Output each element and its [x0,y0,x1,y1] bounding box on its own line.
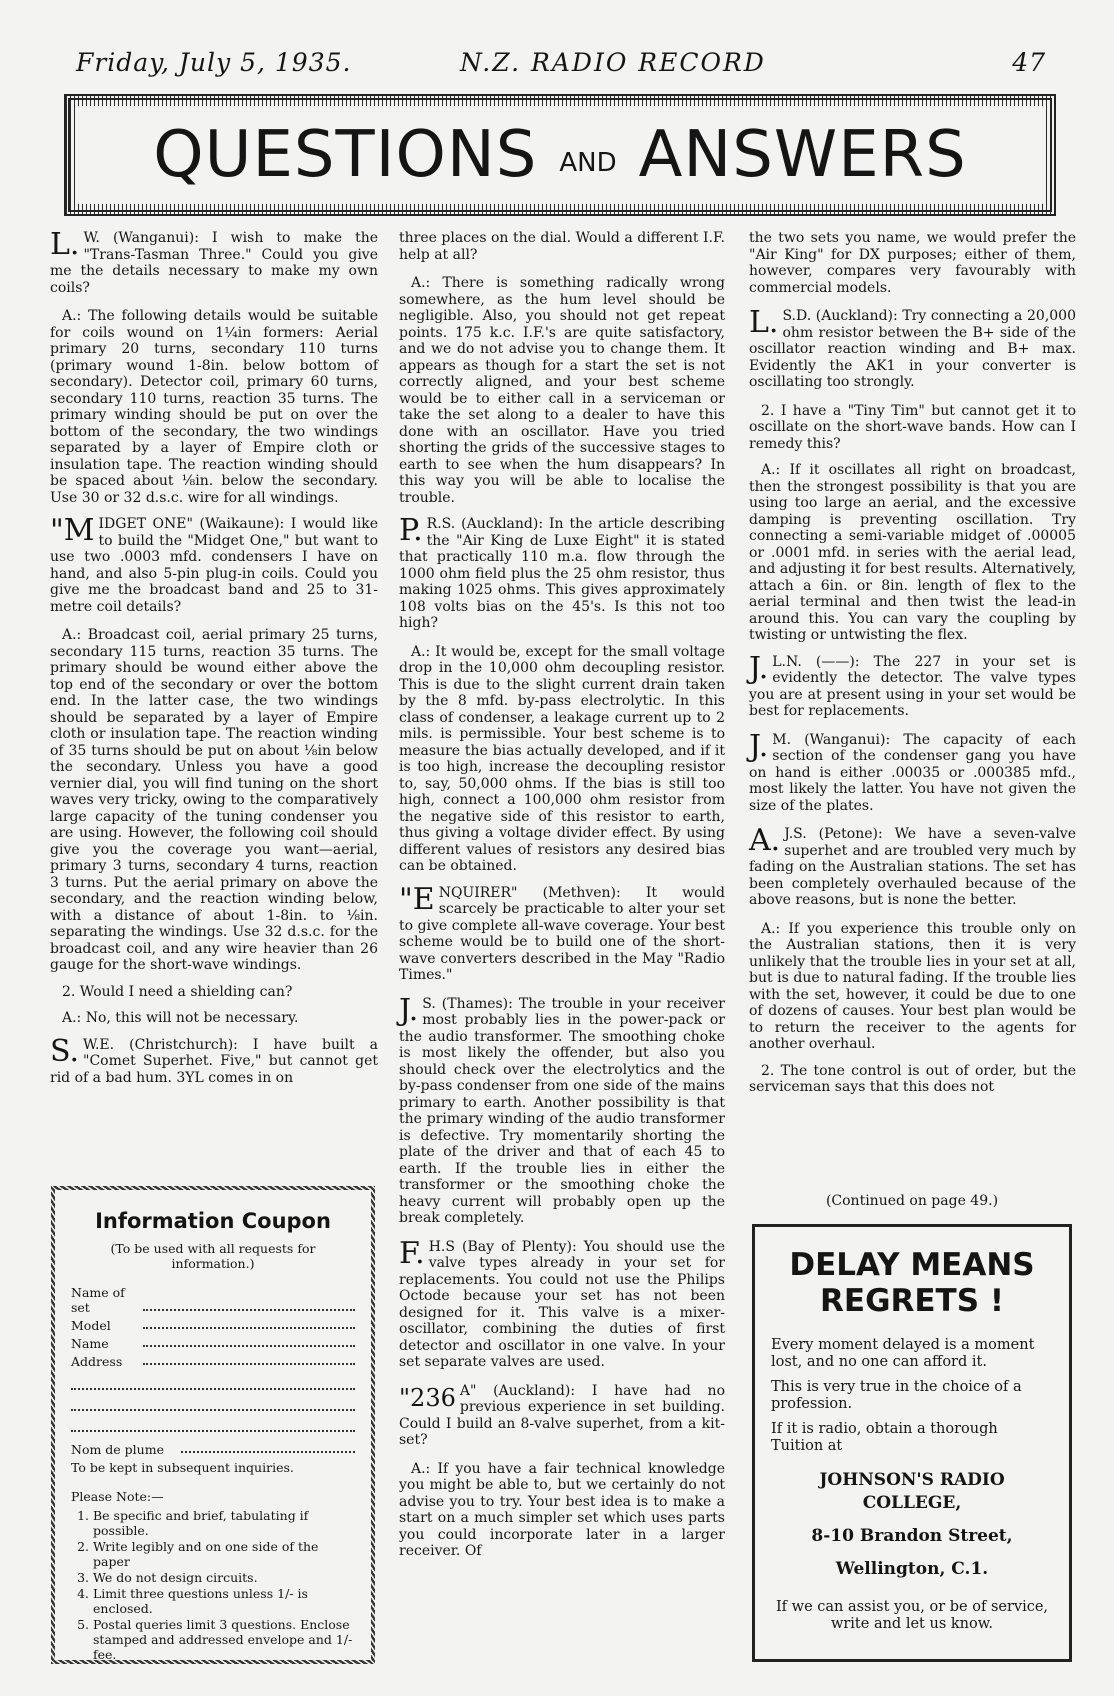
query-lw: L. W. (Wanganui): I wish to make the "Trans-Tasman Three." Could you give me the details necessary to make my own coils? [50,227,378,296]
ad-paragraph: If it is radio, obtain a thorough Tuition at [771,1421,998,1454]
answer-ajs: A.: If you experience this trouble only on the Australian stations, then it is very unlikely that the trouble lies in your set at all, but is due to natural fading. If the trouble lies with the set, however, it could be due to one of dozens of causes. Your best plan would be to return the receiver to the agents for another overhaul. [749,920,1076,1052]
issue-date: Friday, July 5, 1935. [76,48,352,77]
query-swe-cont: three places on the dial. Would a different I.F. help at all? [399,230,725,263]
column-1 [50,227,378,1098]
coupon-note-item: 1. Be specific and brief, tabulating if possible. [93,1508,355,1538]
query-js: J. S. (Thames): The trouble in your receiver most probably lies in the power-pack or the audio transformer. The smoothing choke is most likely the offender, but also you should check over the electrolytics and the by-pass condenser from one side of the mains primary to earth. Another possibility is that the primary winding of the audio transformer is defective. Try momentarily shorting the plate of the driver and that of each 45 to earth. If the trouble lies in either the transformer or the smoothing choke the heavy current will probably open up the break completely. [399,992,725,1226]
field-blank-line [71,1414,355,1432]
answer-lw: A.: The following details would be suitable for coils wound on 1¼in formers: Aerial primary 20 turns, secondary 110 turns (primary wound 1-8in. below bottom of secondary). Detector coil, primary 60 turns, secondary 110 turns, reaction 35 turns. The primary winding should be put on over the bottom of the secondary, the two windings separated by a layer of Empire cloth or insulation tape. The reaction winding should be spaced about ⅛in. below the secondary. Use 30 or 32 d.s.c. wire for all windings. [50,308,378,506]
question-ajs-2: 2. The tone control is out of order, but the serviceman says that this does not [749,1062,1076,1095]
field-name: Name [71,1336,355,1351]
coupon-note: (To be used with all requests for information.) [110,1241,316,1271]
answer-236a: A.: If you have a fair technical knowledge you might be able to, but we certainly do not advise you to try. Your best idea is to make a start on a much simpler set which uses parts you could incorporate later in a larger receiver. Of [399,1460,725,1559]
question-lsd-2: 2. I have a "Tiny Tim" but cannot get it to oscillate on the short-wave bands. How can I remedy this? [749,402,1076,452]
field-name-of-set: Name of set [71,1285,355,1315]
banner-questions: QUESTIONS [153,118,538,192]
publication-title: N.Z. RADIO RECORD [460,48,766,77]
answer-midget-2: A.: No, this will not be necessary. [62,1010,299,1026]
coupon-note-item: 2. Write legibly and on one side of the paper [93,1539,355,1569]
section-banner [64,94,1056,216]
query-lsd: L. S.D. (Auckland): Try connecting a 20,000 ohm resistor between the B+ side of the oscillator reaction winding and B+ max. Evidently the AK1 in your converter is oscillating too strongly. [749,305,1076,390]
query-prs: P. R.S. (Auckland): In the article describing the "Air King de Luxe Eight" it is stated that practically 110 m.a. flow through the 1000 ohm field plus the 25 ohm resistor, thus making 1025 ohms. This gives approximately 108 volts bias on the 45's. Is this not too high? [399,513,725,631]
query-swe: S. W.E. (Christchurch): I have built a "Comet Superhet. Five," but cannot get rid of a bad hum. 3YL comes in on [50,1033,378,1086]
ad-closing: If we can assist you, or be of service, write and let us know. [775,1599,1049,1632]
coupon-note-item: 3. We do not design circuits. [93,1570,355,1585]
field-nom-de-plume: Nom de plume [71,1442,355,1457]
answer-lsd-2: A.: If it oscillates all right on broadcast, then the strongest possibility is that you are using too large an aerial, and the excessive damping is preventing oscillation. Try connecting a semi-variable midget of .00005 or .0001 mfd. in series with the aerial lead, and adjusting it for best results. Alternatively, attach a 6in. or 8in. length of flex to the aerial terminal and then twist the lead-in around this. You can vary the coupling by twisting or untwisting the flex. [749,462,1076,643]
answer-swe: A.: There is something radically wrong somewhere, as the hum level should be negligible. Also, you should not get repeat points. 175 k.c. I.F.'s are quite satisfactory, and we do not advise you to change them. It appears as though for a start the set is not correctly aligned, and your best scheme would be to either call in a serviceman or take the set along to a dealer to have this done with an oscillator. Have you tried shorting the grids of the successive stages to earth to see when the hum disappears? In this way you will be able to localise the trouble. [399,275,725,506]
coupon-title: Information Coupon [95,1209,331,1233]
ad-paragraph: This is very true in the choice of a profession. [771,1379,1022,1412]
ad-college: JOHNSON'S RADIO COLLEGE, 8-10 Brandon Street, Wellington, C.1. [811,1470,1013,1579]
ad-paragraph: Every moment delayed is a moment lost, and no one can afford it. [771,1337,1035,1370]
field-address: Address [71,1354,355,1369]
coupon-please-note: Please Note:— [71,1489,164,1504]
query-jm: J. M. (Wanganui): The capacity of each section of the condenser gang you have on hand is either .00035 or .000385 mfd., most likely the latter. You have not given the size of the plates. [749,728,1076,814]
question-midget-2: 2. Would I need a shielding can? [62,983,293,1000]
field-model: Model [71,1318,355,1333]
column-3 [749,230,1076,1106]
page-number: 47 [1012,48,1046,77]
query-ajs: A. J.S. (Petone): We have a seven-valve superhet and are troubled very much by fading on the Australian stations. The set has been completely overhauled because of the above reasons, but is none the better. [749,823,1076,908]
query-enquirer: "ENQUIRER" (Methven): It would scarcely be practicable to alter your set to give complete all-wave coverage. Your best scheme would be to build one of the short-wave converters described in the May "Radio Times." [399,881,725,983]
coupon-note-item: 4. Limit three questions unless 1/- is enclosed. [93,1586,355,1616]
page-header [66,44,1056,84]
advertisement [752,1224,1072,1662]
answer-prs: A.: It would be, except for the small voltage drop in the 10,000 ohm decoupling resistor. This is due to the slight current drain taken by the 8 mfd. by-pass electrolytic. In this class of condenser, a leakage current up to 2 mils. is permissible. Your best scheme is to measure the bias actually developed, and if it is too high, increase the decoupling resistor to, say, 50,000 ohms. If the bias is still too high, connect a 100,000 ohm resistor from the negative side of this resistor to earth, thus giving a voltage divider effect. By using different values of resistors any desired bias can be obtained. [399,643,725,874]
field-blank-line [71,1372,355,1390]
coupon-notes-list [71,1508,355,1662]
banner-answers: ANSWERS [638,118,967,192]
continued-note: (Continued on page 49.) [825,1193,999,1209]
column-2 [399,230,725,1570]
query-fhs: F. H.S (Bay of Plenty): You should use the valve types already in your set for replacements. You could not use the Philips Octode because your set has not been designed for it. This valve is a mixer-oscillator, combining the duties of first detector and oscillator in one valve. In your set separate valves are used. [399,1235,725,1370]
answer-midget-one: A.: Broadcast coil, aerial primary 25 turns, secondary 115 turns, reaction 35 turns. The primary should be wound either above the top end of the secondary or over the bottom end. In the latter case, the two windings should be separated by a layer of Empire cloth or insulation tape. The reaction winding of 35 turns should be put on about ⅛in below the secondary. Unless you have a good vernier dial, you will find tuning on the short waves very tricky, owing to the comparatively large capacity of the tuning condenser you are using. However, the following coil should give you the coverage you want—aerial, primary 3 turns, secondary 4 turns, reaction 3 turns. Put the aerial primary on above the secondary, and the reaction winding below, with a distance of about 1-8in. to ⅛in. separating the windings. Use 32 d.s.c. for the broadcast coil, and any wire heavier than 26 gauge for the short-wave windings. [50,627,378,973]
coupon-kept-note: To be kept in subsequent inquiries. [71,1460,294,1475]
ad-headline: DELAY MEANS REGRETS ! [789,1247,1035,1319]
query-jln: J. L.N. (——): The 227 in your set is evidently the detector. The valve types you are at present using in your set would be best for replacements. [749,650,1076,719]
query-midget-one: "MIDGET ONE" (Waikaune): I would like to build the "Midget One," but want to use two .0003 mfd. condensers I have on hand, and also 5-pin plug-in coils. Could you give me the broadcast band and 25 to 31-metre coil details? [50,513,378,615]
answer-236a-cont: the two sets you name, we would prefer the "Air King" for DX purposes; either of them, however, compares very favourably with commercial models. [749,230,1076,296]
field-blank-line [71,1393,355,1411]
banner-and: AND [559,148,617,178]
query-236a: "236 A" (Auckland): I have had no previous experience in set building. Could I build an 8-valve superhet, from a kit-set? [399,1382,725,1448]
coupon-note-item: 5. Postal queries limit 3 questions. Enclose stamped and addressed envelope and 1/- fee. [93,1617,355,1662]
information-coupon [51,1186,375,1664]
